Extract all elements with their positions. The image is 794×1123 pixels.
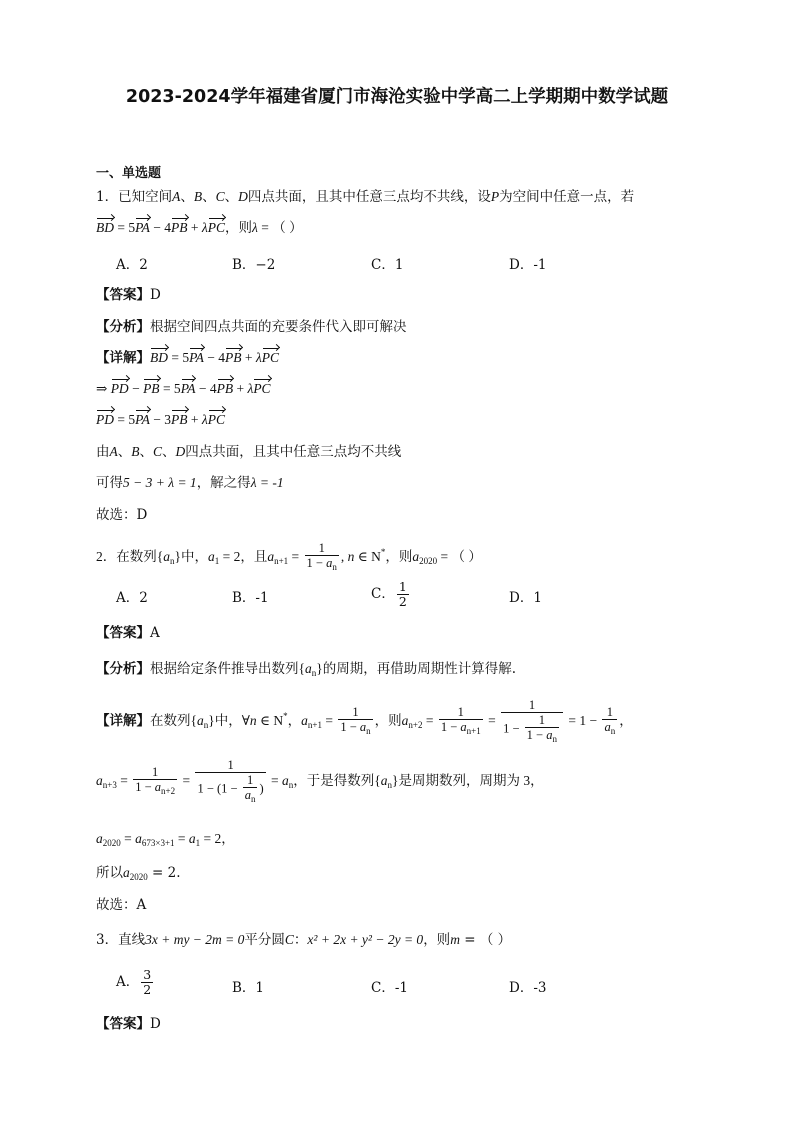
q1-detail-line3: PD = 5PA − 3PB + λPC [96, 412, 226, 427]
q3-answer: 【答案】D [96, 1016, 161, 1032]
q2-detail-line2: $a_{n+3}$ = $\frac{1}{1 - a_{n+2}}$ = 1 1 − (1 − $\frac{1}{a_n}$ ) = $a_n$，于是得数列$\{a_n\}$是周期数列，周期为 3， [96, 757, 544, 804]
q2-analysis: 【分析】根据给定条件推导出数列$\{a_n\}$的周期，再借助周期性计算得解. [96, 661, 517, 678]
q1-vector-equation: BD = 5PA − 4PB + λPC，则λ = （ ） [96, 220, 303, 235]
q2-answer: 【答案】A [96, 625, 160, 641]
q2-option-a: A．2 [116, 590, 148, 606]
q2-detail-line4: 所以$a_{2020} = 2$. [96, 865, 181, 882]
q1-option-c: C．1 [371, 257, 404, 273]
q1-answer: 【答案】D [96, 287, 161, 303]
q1-final: 故选：D [96, 507, 148, 523]
q1-stem-line1: 1．已知空间A、B、C、D四点共面，且其中任意三点均不共线，设P为空间中任意一点，若 [96, 189, 635, 205]
q1-detail-line2: ⇒ PD − PB = 5PA − 4PB + λPC [96, 381, 271, 396]
q3-option-c: C．-1 [371, 980, 408, 996]
q1-detail-line1: 【详解】BD = 5PA − 4PB + λPC [96, 350, 280, 366]
q2-stem: 2．在数列$\{a_n\}$中，$a_1 = 2$，且$a_{n+1}$ = $\frac{1}{1 - a_n}$ , n ∈ N*，则$a_{2020}$ = （ ） [96, 541, 482, 573]
q1-option-a: A．2 [116, 257, 148, 273]
q2-detail-line3: $a_{2020} = a_{673\times 3+1} = a_1 = 2$， [96, 831, 235, 848]
q1-option-b: B．−2 [232, 257, 276, 273]
q1-option-d: D．-1 [509, 257, 547, 273]
q2-detail-line1: 【详解】在数列$\{a_n\}$中，∀n ∈ N*，$a_{n+1}$ = $\frac{1}{1 - a_n}$ ，则$a_{n+2}$ = $\frac{1}{1 - a_{n+1}}$ = 1 1 − $\frac{1}{1 - a_n}$ = 1 − $\frac{1}{a_n}$ ， [96, 697, 633, 744]
q2-option-c: C． $\frac{1}{2}$ [371, 579, 407, 609]
q3-option-b: B．1 [232, 980, 265, 996]
q1-detail-line4: 由A、B、C、D四点共面，且其中任意三点均不共线 [96, 444, 402, 460]
q3-option-d: D．-3 [509, 980, 547, 996]
q2-option-d: D．1 [509, 590, 542, 606]
q1-detail-line5: 可得5 − 3 + λ = 1，解之得λ = -1 [96, 475, 284, 491]
q1-analysis: 【分析】根据空间四点共面的充要条件代入即可解决 [96, 319, 407, 335]
q3-option-a: A． $\frac{3}{2}$ [116, 967, 152, 997]
q2-option-b: B．-1 [232, 590, 269, 606]
q2-final: 故选：A [96, 897, 147, 913]
page-title: 2023-2024学年福建省厦门市海沧实验中学高二上学期期中数学试题 [125, 87, 669, 107]
q3-stem: 3．直线3x + my − 2m = 0平分圆C：x² + 2x + y² − 2y = 0，则m = （ ） [96, 932, 512, 948]
section-heading: 一、单选题 [96, 166, 162, 181]
